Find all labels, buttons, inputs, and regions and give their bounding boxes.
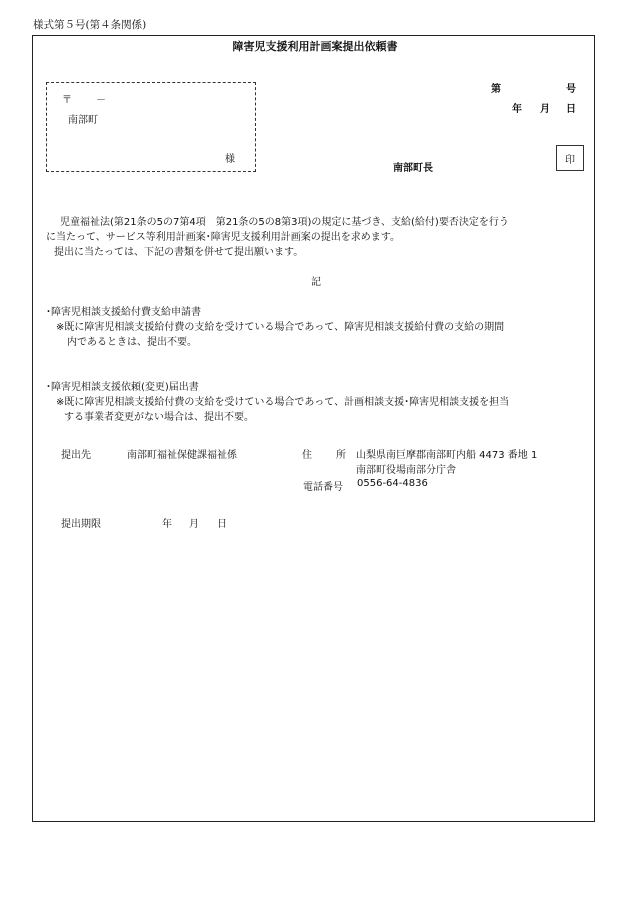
submission-department: 南部町福祉保健課福祉係 [127,450,237,461]
item-1-note-line-1: ※既に障害児相談支援給付費の支給を受けている場合であって、障害児相談支援給付費の支給の期間 [56,322,505,333]
body-line-3: 提出に当たっては、下記の書類を併せて提出願います。 [54,247,304,258]
address-label-2: 所 [336,450,346,461]
deadline-day: 日 [217,519,227,530]
item-1-title: ･障害児相談支援給付費支給申請書 [46,307,201,318]
deadline-year: 年 [162,519,172,530]
document-title: 障害児支援利用計画案提出依頼書 [232,40,398,53]
form-label: 様式第５号(第４条関係) [33,19,147,31]
submission-label: 提出先 [61,450,91,461]
date-day: 日 [566,104,576,115]
date-year: 年 [512,104,522,115]
item-2-note-line-2: する事業者変更がない場合は、提出不要。 [64,412,254,423]
addressee-honorific: 様 [225,154,235,165]
address-label-1: 住 [302,450,312,461]
address-line-1: 山梨県南巨摩郡南部町内船 4473 番地 1 [356,450,538,461]
phone-label: 電話番号 [303,482,343,493]
phone-number: 0556-64-4836 [357,478,428,489]
postal-dash: － [96,95,106,106]
item-2-note-line-1: ※既に障害児相談支援給付費の支給を受けている場合であって、計画相談支援･障害児相談支援を担当 [56,397,510,408]
address-line-2: 南部町役場南部分庁舎 [356,465,456,476]
item-2-title: ･障害児相談支援依頼(変更)届出書 [46,382,199,393]
body-line-1: 児童福祉法(第21条の5の7第4項 第21条の5の8第3項)の規定に基づき、支給(給付)要否決定を行う [60,217,509,228]
body-line-2: に当たって、サービス等利用計画案･障害児支援利用計画案の提出を求めます。 [46,232,400,243]
deadline-label: 提出期限 [61,519,101,530]
date-month: 月 [540,104,550,115]
postal-mark: 〒 [62,95,72,106]
doc-number-prefix: 第 [491,84,501,95]
doc-number-suffix: 号 [566,84,576,95]
seal-box: 印 [556,145,584,171]
item-1-note-line-2: 内であるときは、提出不要。 [67,337,197,348]
ki-heading: 記 [311,277,321,288]
issuer-title: 南部町長 [393,163,433,174]
deadline-month: 月 [189,519,199,530]
addressee-town: 南部町 [68,115,98,126]
